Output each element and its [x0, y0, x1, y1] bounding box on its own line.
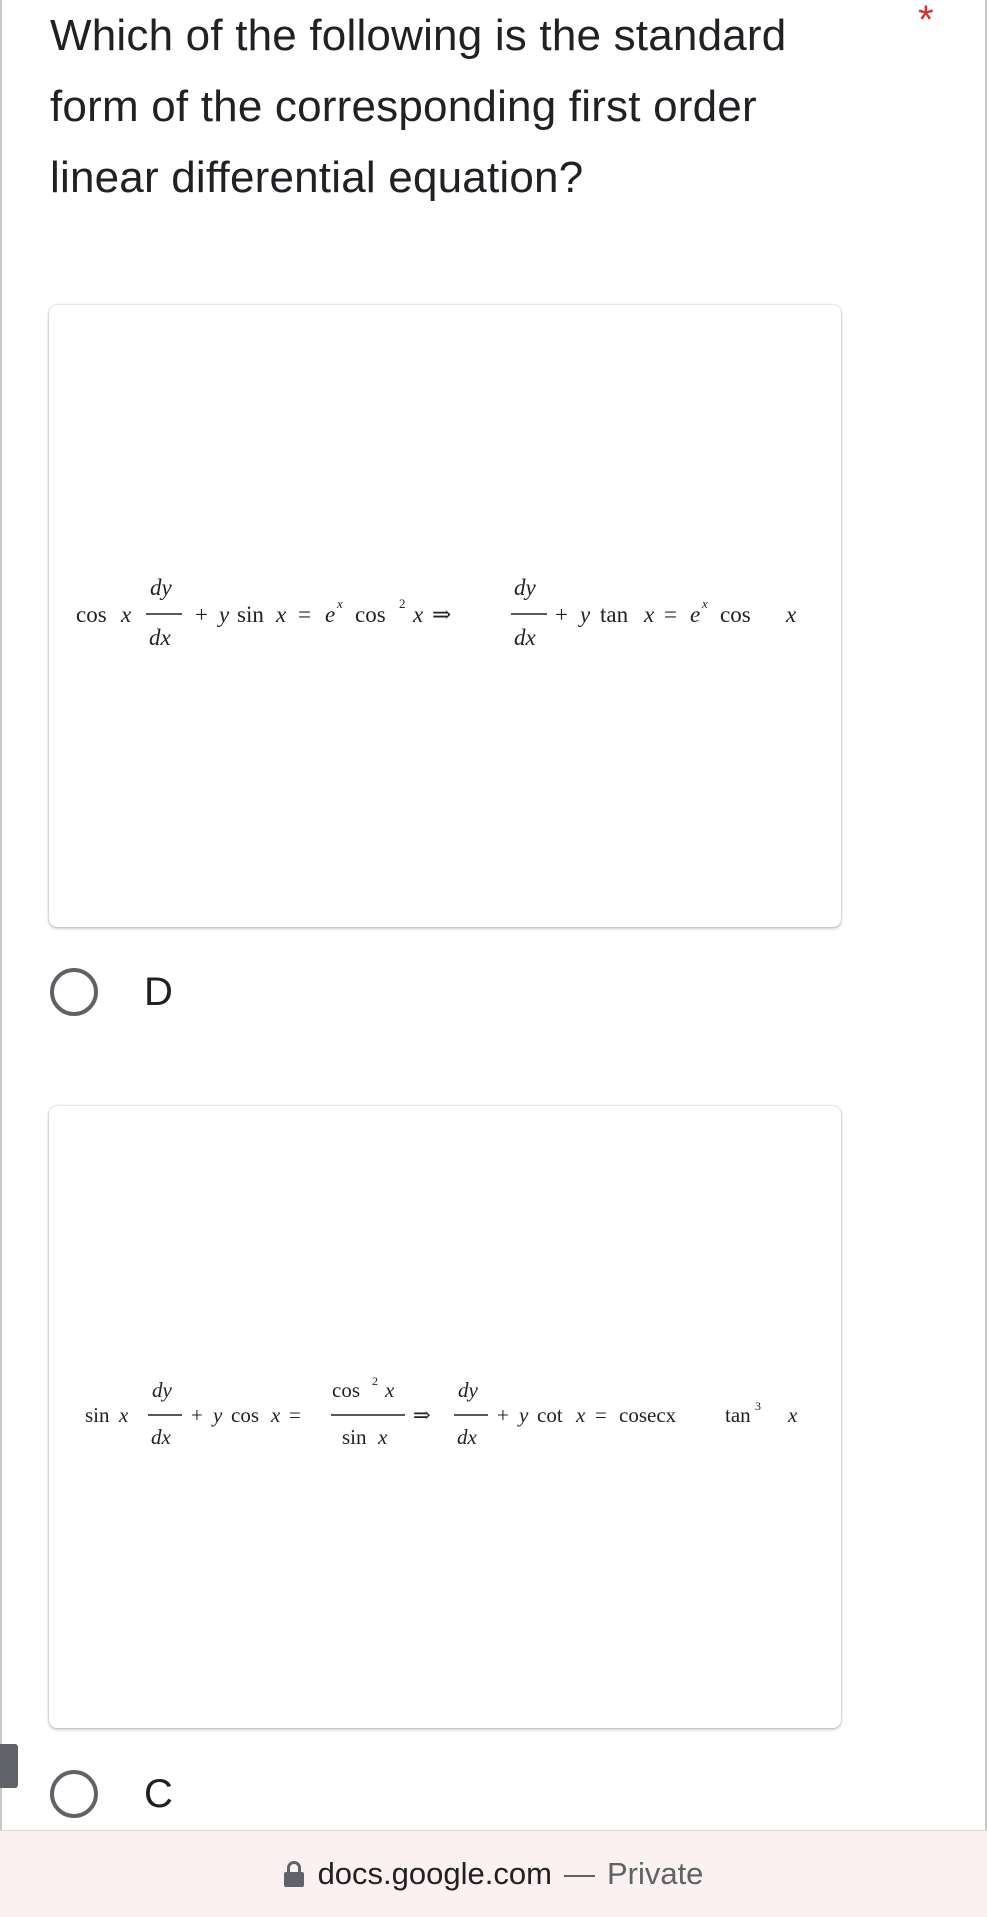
eq2-x-num: x — [385, 1378, 395, 1402]
eq1-e-2: e — [690, 602, 701, 627]
eq1-equals: = — [298, 602, 311, 627]
eq2-dx-den-2: dx — [457, 1425, 477, 1449]
address-privacy-label: Private — [606, 1856, 704, 1891]
address-separator: — — [563, 1856, 595, 1891]
eq2-cosecx: cosecx — [619, 1403, 677, 1427]
eq1-equals-2: = — [664, 602, 677, 627]
eq2-dy-num-2: dy — [458, 1378, 478, 1402]
eq1-e-exp-2: x — [702, 596, 708, 611]
eq2-sin-den: sin — [342, 1425, 367, 1449]
eq2-cos: cos — [231, 1403, 259, 1427]
address-bar-content[interactable] — [0, 1831, 987, 1917]
eq1-plus-2: + — [555, 602, 568, 627]
eq1-x3: x — [413, 602, 424, 627]
eq1-e: e — [325, 602, 336, 627]
eq1-y: y — [219, 602, 230, 627]
eq1-x1: x — [121, 602, 132, 627]
eq1-e-exp: x — [337, 596, 343, 611]
eq1-implies: ⇒ — [432, 602, 452, 627]
eq2-y: y — [213, 1403, 223, 1427]
option-d-label[interactable]: D — [144, 970, 173, 1014]
eq2-x4: x — [788, 1403, 798, 1427]
eq2-dy-num: dy — [152, 1378, 172, 1402]
eq2-x2: x — [271, 1403, 281, 1427]
option-d-radio[interactable] — [50, 968, 98, 1016]
page-edge-left — [0, 0, 2, 1830]
eq2-equals-2: = — [595, 1403, 607, 1427]
option-c-label[interactable]: C — [144, 1772, 173, 1816]
eq1-cos2: cos — [355, 602, 386, 627]
eq1-tan: tan — [600, 602, 629, 627]
eq2-sq: 2 — [372, 1374, 378, 1388]
eq2-cot: cot — [537, 1403, 563, 1427]
eq2-tan: tan — [725, 1403, 751, 1427]
eq2-cube: 3 — [755, 1399, 761, 1413]
lock-icon — [284, 1861, 304, 1887]
eq1-cos: cos — [76, 602, 107, 627]
option-c-radio[interactable] — [50, 1770, 98, 1818]
eq1-x5: x — [786, 602, 797, 627]
browser-address-bar[interactable] — [0, 1830, 987, 1917]
eq2-y-2: y — [519, 1403, 529, 1427]
eq2-x3: x — [576, 1403, 586, 1427]
eq1-x2: x — [276, 602, 287, 627]
eq1-cos3: cos — [720, 602, 751, 627]
option-c-equation-image — [49, 1106, 841, 1728]
question-title: Which of the following is the standard form of the corresponding first order linear differential equation? — [50, 11, 787, 202]
eq1-plus: + — [195, 602, 208, 627]
eq2-plus-2: + — [497, 1403, 509, 1427]
eq2-sin: sin — [85, 1403, 110, 1427]
eq2-plus: + — [191, 1403, 203, 1427]
eq1-sin: sin — [237, 602, 264, 627]
eq2-equals: = — [289, 1403, 301, 1427]
eq2-x-den: x — [378, 1425, 388, 1449]
option-d-equation-image — [49, 305, 841, 927]
eq2-implies: ⇒ — [413, 1403, 431, 1427]
eq2-x1: x — [119, 1403, 129, 1427]
eq1-x4: x — [644, 602, 655, 627]
required-asterisk: * — [918, 0, 934, 42]
eq1-dy-num: dy — [150, 575, 172, 600]
eq1-dy-num-2: dy — [514, 575, 536, 600]
eq1-y-2: y — [580, 602, 591, 627]
scrollbar-thumb[interactable] — [0, 1744, 18, 1788]
eq1-sq: 2 — [399, 596, 406, 611]
address-domain[interactable]: docs.google.com — [317, 1856, 552, 1891]
eq1-dx-den: dx — [149, 625, 171, 650]
eq1-dx-den-2: dx — [514, 625, 536, 650]
eq2-dx-den: dx — [151, 1425, 171, 1449]
eq2-cos-num: cos — [332, 1378, 360, 1402]
